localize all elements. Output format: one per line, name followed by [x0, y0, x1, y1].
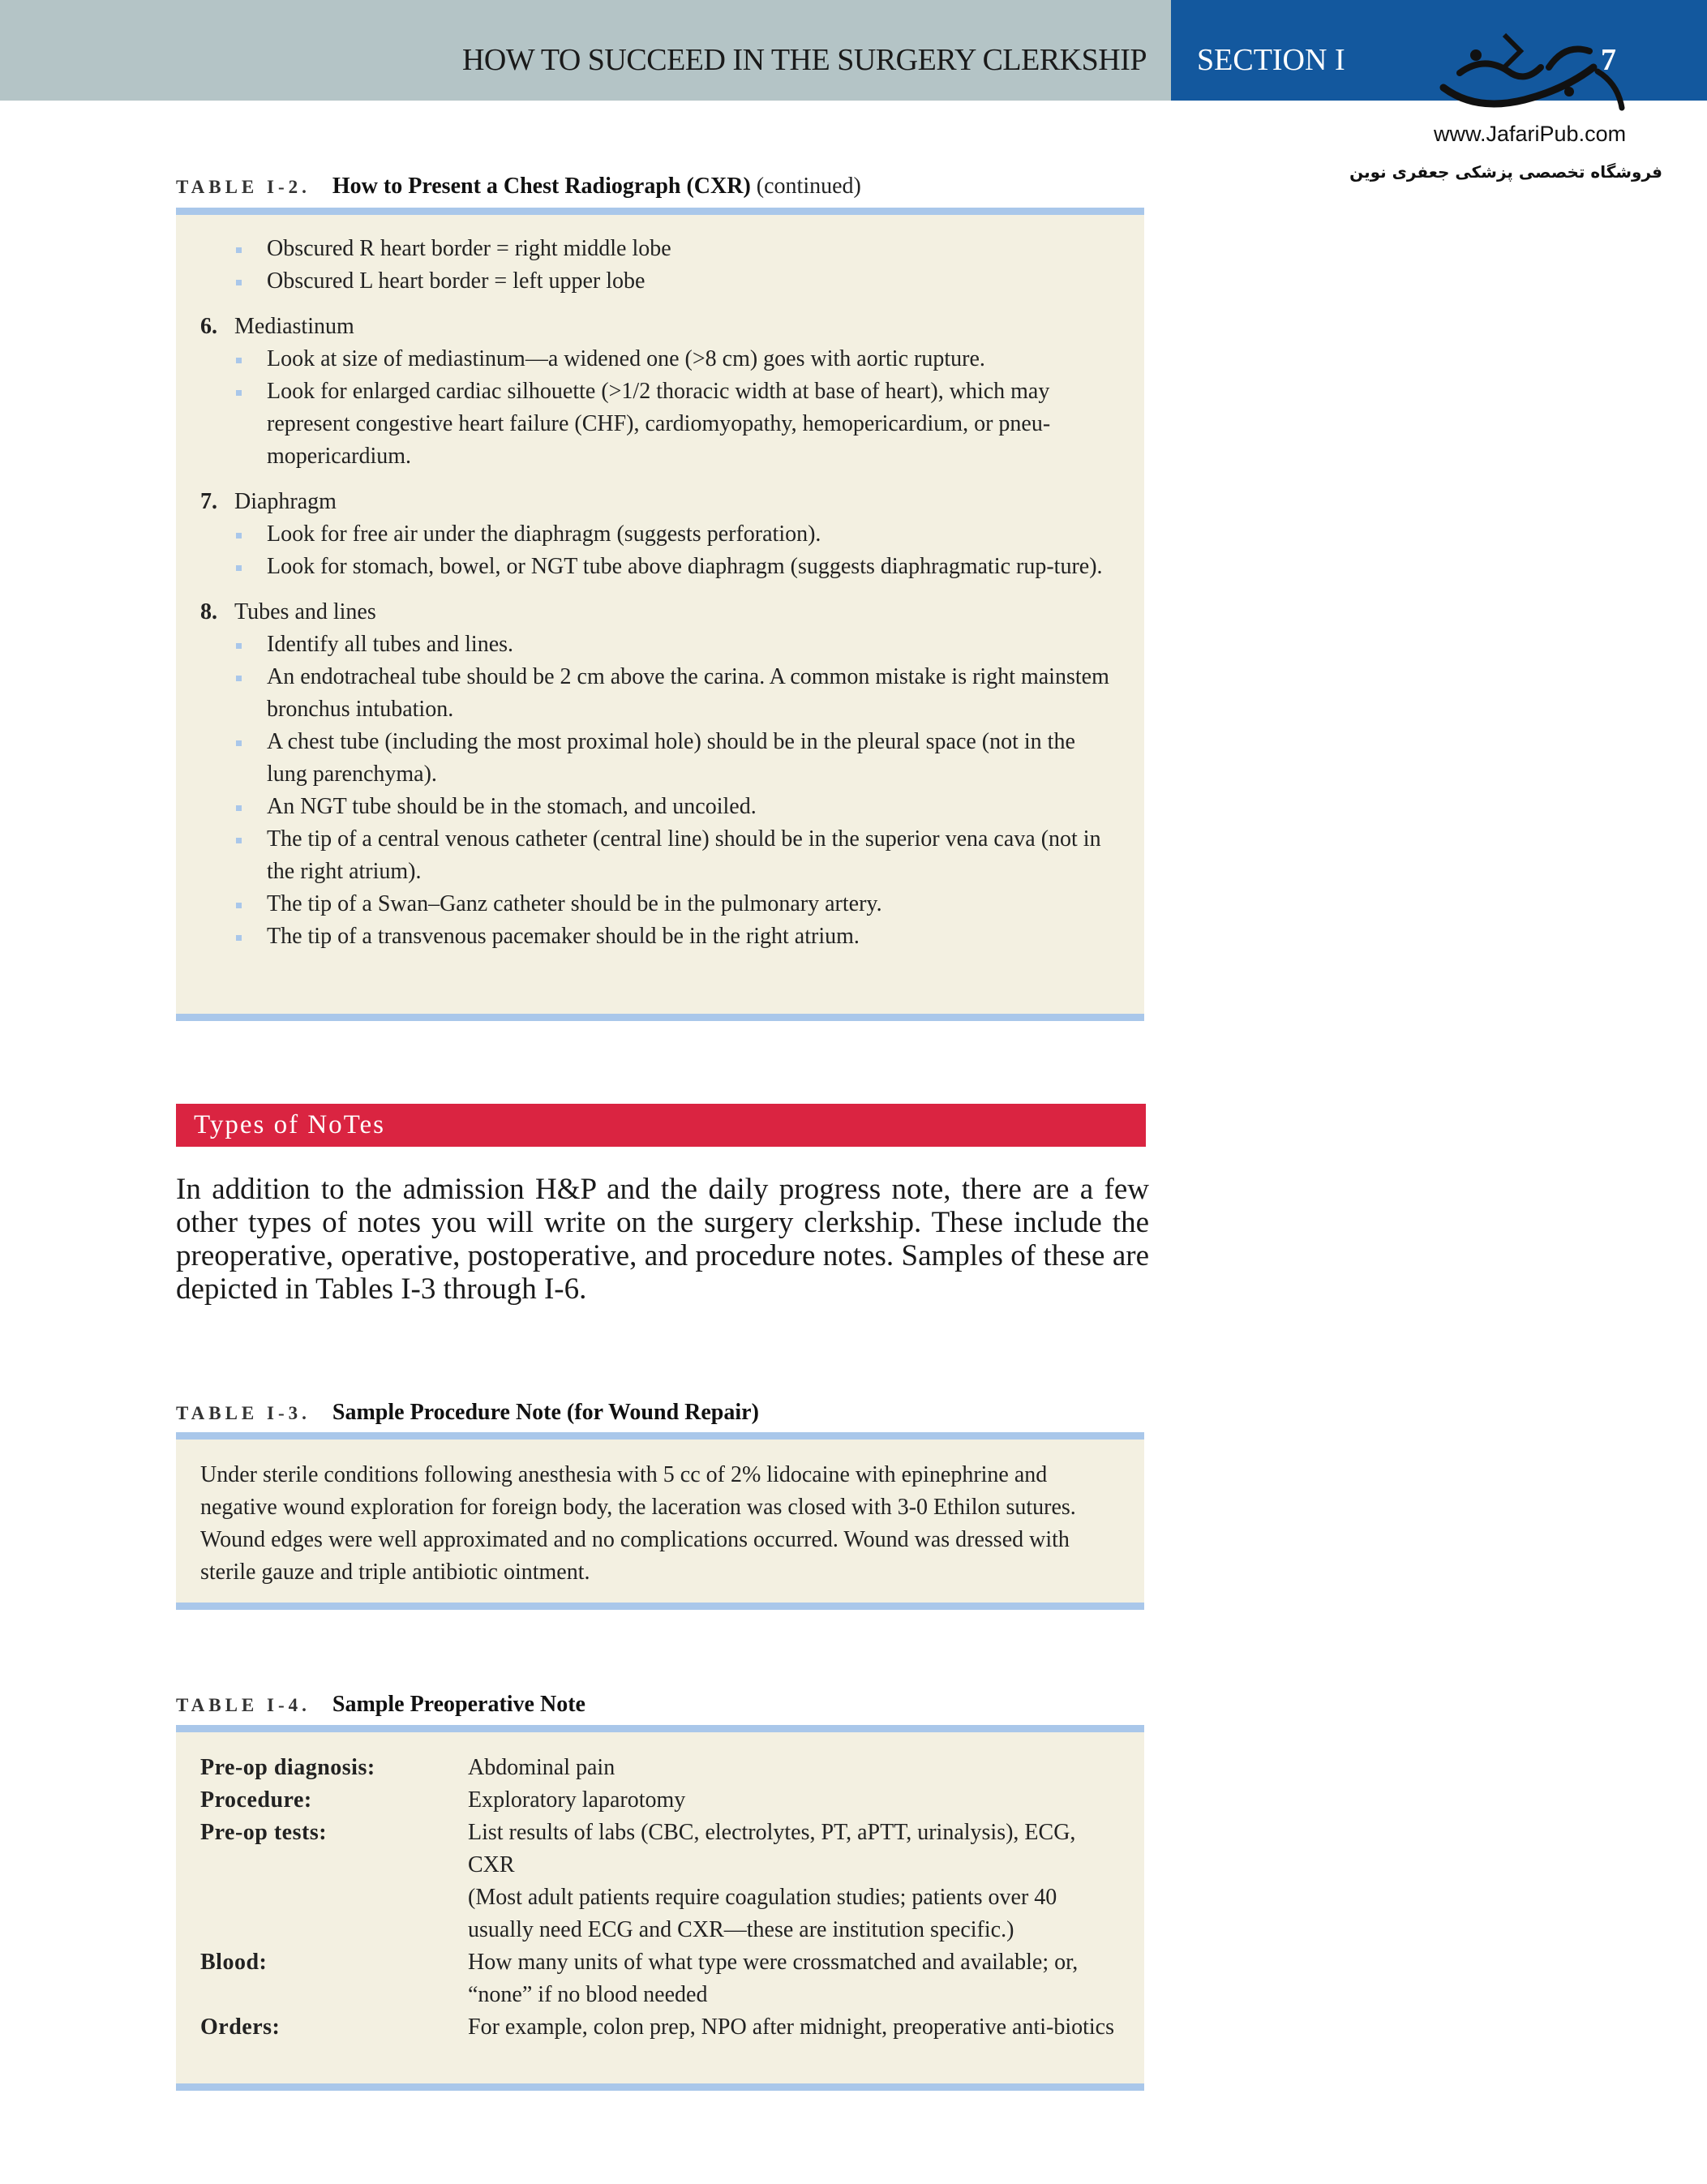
- list-item: An NGT tube should be in the stomach, and uncoiled.: [176, 791, 1144, 823]
- table-i2-continued: (continued): [756, 174, 861, 199]
- table-row: [200, 1946, 1117, 2011]
- row-label: Pre-op diagnosis:: [200, 1755, 375, 1780]
- numbered-item-mediastinum: [176, 311, 1144, 343]
- publisher-tagline: فروشگاه تخصصی پزشکی جعفری نوین: [1349, 162, 1662, 182]
- table-row: [200, 1784, 1117, 1817]
- table-i3-title: Sample Procedure Note (for Wound Repair): [332, 1400, 759, 1425]
- section-heading: Types of NoTes: [194, 1110, 386, 1139]
- row-value: Exploratory laparotomy: [468, 1787, 686, 1813]
- list-item: Identify all tubes and lines.: [176, 629, 1144, 661]
- bullet-list: [176, 343, 1144, 473]
- table-i2-title: How to Present a Chest Radiograph (CXR): [332, 174, 751, 199]
- item-number: 8.: [200, 599, 217, 624]
- list-item: An endotracheal tube should be 2 cm above the carina. A common mistake is right mainstem bronchus intubation.: [176, 661, 1144, 726]
- bullet-list: [176, 629, 1144, 953]
- table-i4-label: TABLE I-4.: [176, 1695, 311, 1715]
- list-item: Look at size of mediastinum—a widened one (>8 cm) goes with aortic rupture.: [176, 343, 1144, 375]
- item-title: Mediastinum: [234, 314, 354, 339]
- row-label: Blood:: [200, 1950, 268, 1975]
- table-i2-label: TABLE I-2.: [176, 177, 311, 197]
- item-title: Tubes and lines: [234, 599, 376, 624]
- lead-bullet-list: [176, 233, 1144, 298]
- table-row: [200, 1752, 1117, 1784]
- running-title: HOW TO SUCCEED IN THE SURGERY CLERKSHIP: [461, 43, 1147, 77]
- row-value: For example, colon prep, NPO after midnight, preoperative anti-biotics: [468, 2015, 1115, 2040]
- row-value: List results of labs (CBC, electrolytes, PT, aPTT, urinalysis), ECG, CXR: [468, 1820, 1076, 1877]
- list-item: The tip of a Swan–Ganz catheter should be in the pulmonary artery.: [176, 888, 1144, 920]
- item-number: 7.: [200, 489, 217, 514]
- row-label: Pre-op tests:: [200, 1820, 328, 1845]
- row-label: Orders:: [200, 2015, 281, 2040]
- row-value: How many units of what type were crossmatched and available; or, “none” if no blood needed: [468, 1950, 1079, 2007]
- table-i2: [176, 208, 1144, 1021]
- table-row: [200, 2011, 1117, 2044]
- list-item: The tip of a transvenous pacemaker should be in the right atrium.: [176, 920, 1144, 953]
- table-i4: [176, 1725, 1144, 2091]
- table-i4-caption: [176, 1692, 585, 1718]
- item-title: Diaphragm: [234, 489, 337, 514]
- page-number: 7: [1601, 43, 1616, 77]
- header-bar: [0, 0, 1171, 101]
- list-item: Obscured L heart border = left upper lobe: [176, 265, 1144, 298]
- table-i4-title: Sample Preoperative Note: [332, 1692, 585, 1717]
- list-item: Obscured R heart border = right middle lobe: [176, 233, 1144, 265]
- list-item: The tip of a central venous catheter (central line) should be in the superior vena cava (not in the right atrium).: [176, 823, 1144, 888]
- row-value: Abdominal pain: [468, 1755, 615, 1780]
- table-row: [200, 1817, 1117, 1946]
- row-note: (Most adult patients require coagulation studies; patients over 40 usually need ECG and CXR—these are institution specific.): [468, 1885, 1057, 1942]
- table-i3-caption: [176, 1400, 759, 1426]
- section-heading-banner: [176, 1104, 1146, 1147]
- numbered-item-tubes-lines: [176, 596, 1144, 629]
- table-i3-label: TABLE I-3.: [176, 1403, 311, 1423]
- table-i3: [176, 1432, 1144, 1610]
- publisher-url[interactable]: www.JafariPub.com: [1434, 122, 1627, 146]
- row-value-cell: [468, 1817, 1117, 1946]
- preop-note-table: [200, 1752, 1117, 2044]
- section-label: SECTION I: [1197, 43, 1345, 77]
- numbered-item-diaphragm: [176, 486, 1144, 518]
- procedure-note-text: Under sterile conditions following anesthesia with 5 cc of 2% lidocaine with epinephrine and negative wound exploration for foreign body, the laceration was closed with 3-0 Ethilon sutures. Wound edges were well approximated and no complications occurred. Wound was dressed with sterile gauze and triple antibiotic ointment.: [200, 1462, 1076, 1585]
- list-item: Look for free air under the diaphragm (suggests perforation).: [176, 518, 1144, 551]
- list-item: Look for enlarged cardiac silhouette (>1/2 thoracic width at base of heart), which may represent congestive heart failure (CHF), cardiomyopathy, hemopericardium, or pneu-mopericardium.: [176, 375, 1144, 473]
- publisher-logo-icon: [1427, 23, 1630, 120]
- table-i2-caption: [176, 174, 861, 200]
- list-item: A chest tube (including the most proximal hole) should be in the pleural space (not in the lung parenchyma).: [176, 726, 1144, 791]
- row-label: Procedure:: [200, 1787, 312, 1813]
- bullet-list: [176, 518, 1144, 583]
- list-item: Look for stomach, bowel, or NGT tube above diaphragm (suggests diaphragmatic rup-ture).: [176, 551, 1144, 583]
- intro-paragraph: In addition to the admission H&P and the daily progress note, there are a few other types of notes you will write on the surgery clerkship. These include the preoperative, operative, postoperative, and procedure notes. Samples of these are depicted in Tables I-3 through I-6.: [176, 1173, 1149, 1306]
- item-number: 6.: [200, 314, 217, 339]
